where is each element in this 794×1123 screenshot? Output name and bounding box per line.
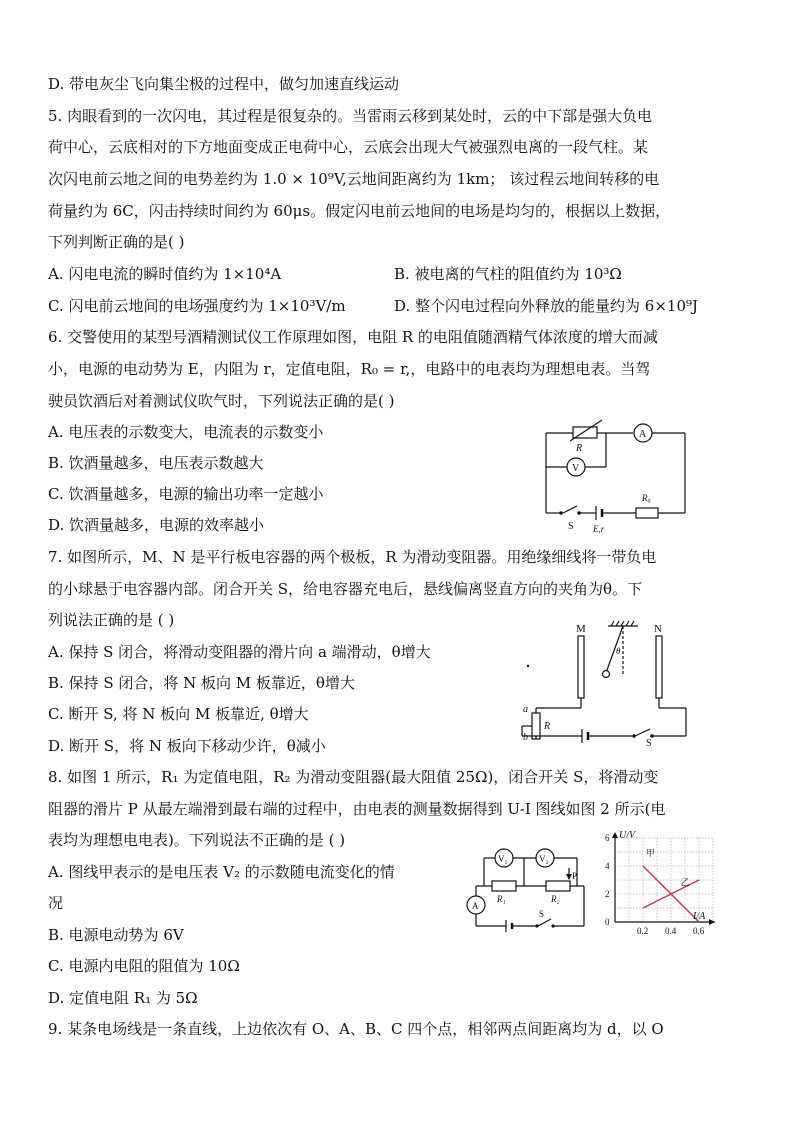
thread bbox=[607, 626, 623, 670]
q7-option-c: C. 断开 S, 将 N 板向 M 板靠近, θ增大 bbox=[48, 705, 309, 723]
switch-s bbox=[563, 506, 577, 513]
q8-option-a: A. 图线甲表示的是电压表 V₂ 的示数随电流变化的情 bbox=[48, 863, 395, 881]
q8-option-b: B. 电源电动势为 6V bbox=[48, 926, 184, 944]
q6-circuit-figure bbox=[540, 415, 690, 543]
q8-circuit-figure bbox=[466, 846, 594, 936]
q8-ui-chart bbox=[597, 828, 721, 940]
q5-stem: 下列判断正确的是( ) bbox=[48, 233, 185, 251]
rheostat-r2 bbox=[546, 881, 570, 891]
q7-option-a: A. 保持 S 闭合，将滑动变阻器的滑片向 a 端滑动，θ增大 bbox=[48, 643, 431, 661]
x-axis-title: I/A bbox=[693, 911, 706, 922]
q8-option-a-cont: 况 bbox=[48, 894, 64, 912]
q6-stem: 6. 交警使用的某型号酒精测试仪工作原理如图，电阻 R 的电阻值随酒精气体浓度的增大而减 bbox=[48, 328, 658, 346]
q9-stem: 9. 某条电场线是一条直线，上边依次有 O、A、B、C 四个点，相邻两点间距离均为 d，以 O bbox=[48, 1020, 664, 1038]
y-tick-label: 6 bbox=[605, 833, 610, 843]
x-tick-label: 0.4 bbox=[665, 926, 677, 936]
resistor-r1 bbox=[492, 881, 516, 891]
x-axis-arrow bbox=[709, 919, 715, 925]
charged-ball bbox=[603, 671, 610, 678]
plate-n bbox=[656, 636, 662, 698]
label-s: S bbox=[646, 738, 652, 748]
label-n: N bbox=[654, 623, 662, 635]
label-theta: θ bbox=[616, 646, 621, 656]
q6-option-d: D. 饮酒量越多，电源的效率越小 bbox=[48, 516, 265, 534]
q7-option-d: D. 断开 S，将 N 板向下移动少许，θ减小 bbox=[48, 737, 326, 755]
y-tick-label: 0 bbox=[605, 917, 610, 927]
q5-option-a: A. 闪电电流的瞬时值约为 1×10⁴A bbox=[48, 265, 282, 283]
q7-stem: 列说法正确的是 ( ) bbox=[48, 611, 175, 629]
label-ammeter: A bbox=[639, 429, 647, 440]
label-r: R bbox=[576, 443, 583, 454]
q7-stem: 7. 如图所示，M、N 是平行板电容器的两个极板，R 为滑动变阻器。用绝缘细线将一带负电 bbox=[48, 548, 657, 566]
series-label-2: 乙 bbox=[680, 877, 690, 888]
resistor-r0 bbox=[636, 508, 658, 518]
q6-stem: 驶员饮酒后对着测试仪吹气时，下列说法正确的是( ) bbox=[48, 392, 395, 410]
x-tick-label: 0.6 bbox=[693, 926, 705, 936]
q8-option-c: C. 电源内电阻的阻值为 10Ω bbox=[48, 957, 240, 975]
series-label-1: 甲 bbox=[645, 848, 655, 859]
rheostat-r bbox=[532, 713, 540, 739]
y-tick-label: 2 bbox=[605, 889, 610, 899]
q5-option-d: D. 整个闪电过程向外释放的能量约为 6×10⁹J bbox=[394, 297, 699, 315]
label-b: b bbox=[523, 732, 528, 743]
label-er: E,r bbox=[593, 524, 605, 534]
label-r2: R₂ bbox=[551, 894, 560, 904]
q8-stem: 表均为理想电电表)。下列说法不正确的是 ( ) bbox=[48, 831, 346, 849]
q5-stem: 荷量约为 6C，闪击持续时间约为 60μs。假定闪电前云地间的电场是均匀的，根据以上数据， bbox=[48, 202, 671, 220]
label-v1: V₁ bbox=[498, 854, 508, 864]
q7-stem: 的小球悬于电容器内部。闭合开关 S，给电容器充电后，悬线偏离竖直方向的夹角为θ。下 bbox=[48, 580, 643, 598]
y-tick-label: 4 bbox=[605, 861, 610, 871]
q8-stem: 8. 如图 1 所示，R₁ 为定值电阻，R₂ 为滑动变阻器(最大阻值 25Ω)，闭合开关 S，将滑动变 bbox=[48, 768, 659, 786]
label-a: a bbox=[523, 704, 528, 715]
label-r: R bbox=[544, 721, 551, 732]
label-ammeter: A bbox=[472, 901, 479, 911]
label-m: M bbox=[576, 623, 586, 635]
q7-capacitor-figure bbox=[520, 618, 695, 748]
q6-option-b: B. 饮酒量越多，电压表示数越大 bbox=[48, 454, 264, 472]
q5-stem: 荷中心，云底相对的下方地面变成正电荷中心，云底会出现大气被强烈电离的一段气柱。某 bbox=[48, 138, 649, 156]
plate-m bbox=[578, 636, 584, 698]
label-r0: R₀ bbox=[642, 493, 651, 503]
q6-option-c: C. 饮酒量越多，电源的输出功率一定越小 bbox=[48, 485, 324, 503]
q5-stem: 5. 肉眼看到的一次闪电，其过程是很复杂的。当雷雨云移到某处时，云的中下部是强大负电 bbox=[48, 107, 653, 125]
label-s: S bbox=[568, 521, 574, 532]
q4-option-d: D. 带电灰尘飞向集尘极的过程中，做匀加速直线运动 bbox=[48, 75, 400, 93]
q8-option-d: D. 定值电阻 R₁ 为 5Ω bbox=[48, 989, 198, 1007]
x-tick-label: 0.2 bbox=[637, 926, 649, 936]
q6-stem: 小，电源的电动势为 E，内阻为 r，定值电阻，R₀ = r,，电路中的电表均为理想电表。当驾 bbox=[48, 360, 651, 378]
q6-option-a: A. 电压表的示数变大，电流表的示数变小 bbox=[48, 423, 324, 441]
q7-option-b: B. 保持 S 闭合，将 N 板向 M 板靠近，θ增大 bbox=[48, 674, 355, 692]
switch-s bbox=[538, 919, 551, 926]
label-s: S bbox=[539, 909, 545, 919]
label-voltmeter: V bbox=[572, 463, 580, 474]
q8-stem: 阻器的滑片 P 从最左端滑到最右端的过程中，由电表的测量数据得到 U-I 图线如图 2 所示(电 bbox=[48, 800, 666, 818]
label-p: P bbox=[572, 871, 578, 881]
y-axis-title: U/V bbox=[619, 830, 636, 841]
label-r1: R₁ bbox=[497, 894, 506, 904]
q5-option-b: B. 被电离的气柱的阻值约为 10³Ω bbox=[394, 265, 622, 283]
label-v2: V₂ bbox=[539, 854, 549, 864]
q5-stem: 次闪电前云地之间的电势差约为 1.0 × 10⁹V,云地间距离约为 1km； 该过程云地间转移的电 bbox=[48, 170, 660, 188]
switch-s bbox=[635, 729, 650, 736]
y-axis-arrow bbox=[612, 832, 618, 838]
q5-option-c: C. 闪电前云地间的电场强度约为 1×10³V/m bbox=[48, 297, 346, 315]
